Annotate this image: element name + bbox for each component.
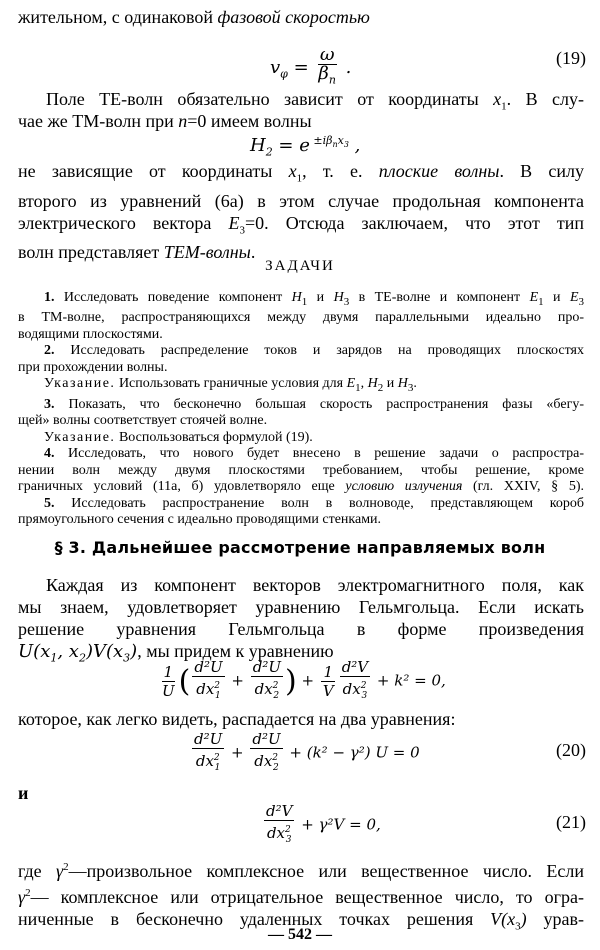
para1-l2-end: =0 имеем волны [187, 111, 312, 131]
task-4-num: 4. [44, 446, 55, 462]
plus-1: + [226, 671, 249, 690]
task-5-line1 [18, 496, 584, 513]
task-1-num: 1. [44, 290, 55, 305]
hint-1-h-sub: 2 [377, 382, 384, 395]
frac-1v-num: 1 [323, 663, 334, 681]
eq20-f1-num: d²U [194, 730, 223, 748]
top-line-italic: фазовой скоростью [217, 7, 370, 27]
eq20-f2-sub: 2 [273, 763, 279, 773]
task-2-line2: при прохождении волны. [18, 359, 168, 375]
task-3-line2: щей» волны соответствует стоячей волне. [18, 413, 268, 429]
eq-h2-exp [309, 134, 349, 150]
para1-l2-var: n [178, 111, 188, 131]
para5-line2 [18, 882, 584, 908]
eq19-eq: = [287, 56, 315, 78]
para2-l3-sub: 3 [239, 224, 245, 237]
eq19-body [270, 46, 351, 90]
eq-h2-exp-sub: n [332, 140, 338, 150]
eq20-f1-den [194, 749, 223, 777]
hint-1 [18, 376, 584, 396]
task-1-line1 [18, 290, 584, 310]
para5-v: V [490, 909, 502, 929]
task-5-a: Исследовать распространение волн в волноводе, представляющем короб [54, 495, 584, 511]
hint-2-label: Указание. [44, 429, 116, 445]
para5-gamma: γ [56, 861, 64, 881]
hint-1-sep: , [360, 376, 368, 392]
frac-c-dx: dx [342, 680, 361, 698]
para5-l3b: урав- [526, 909, 585, 929]
frac-1v-den: V [322, 682, 334, 700]
frac-a-num: d²U [194, 658, 223, 676]
task-1-h3: H [333, 290, 344, 305]
frac-b-sq: 2 [272, 681, 279, 691]
eq21-sq: 2 [285, 825, 291, 835]
task-1-h3-sub: 3 [343, 295, 350, 308]
para2-l4b: . [250, 242, 256, 263]
eq-main-frac-1V [321, 663, 336, 700]
paren-open: ( [178, 664, 191, 699]
para3-line2: мы знаем, удовлетворяет уравнению Гельмгольца. Если искать [18, 597, 584, 617]
eq20-f1-dx: dx [195, 752, 214, 770]
product-b: , x [57, 641, 79, 662]
para5-l1b: —произвольное комплексное или вещественное число. Если [68, 861, 585, 881]
page-number: — 542 — [268, 926, 332, 943]
task-2-a: Исследовать распределение токов и зарядов на проводящих плоскостях [54, 343, 584, 359]
eq20-f2-sq: 2 [272, 753, 279, 763]
eq19-den-sub: n [328, 73, 336, 87]
task-1-e1: E [529, 290, 539, 305]
section-heading: § 3. Дальнейшее рассмотрение направляемых волн [54, 538, 546, 557]
frac-b-num: d²U [252, 658, 282, 676]
para5-close: ) [520, 909, 527, 929]
para2-l4-italic: TEM-волны [163, 242, 251, 263]
eq21-den [265, 821, 294, 849]
para3-l4e: , мы придем к уравнению [137, 641, 334, 661]
frac-a-sq: 2 [214, 681, 221, 691]
para1-var: x [493, 89, 502, 109]
eq20-body [190, 730, 420, 777]
para1-l1-end: . В слу- [506, 89, 584, 109]
para2-l4a: волн представляет [18, 242, 164, 263]
task-4-line2: нении волн между двумя плоскостями требованием, чтобы решение, кроме [18, 462, 584, 478]
hint-1-e-sub: 1 [355, 382, 361, 395]
eq20-number: (20) [556, 740, 586, 760]
hint-2-a: Воспользоваться формулой (19). [115, 429, 313, 445]
para5-x: (x [501, 909, 516, 929]
task-1-e3: E [569, 290, 579, 305]
frac-c-num: d²V [341, 658, 369, 676]
para2-l1b: , т. е. [302, 161, 379, 181]
hint-1-h3: H [397, 376, 408, 392]
eq19-num: ω [319, 44, 335, 65]
eq21-sub: 3 [285, 835, 292, 845]
para1-l1: Поле TE-волн обязательно зависит от координаты [46, 89, 494, 109]
eq20-f2-den [252, 749, 281, 777]
para-splits: которое, как легко видеть, распадается на два уравнения: [18, 709, 456, 729]
para2-line2: второго из уравнений (6а) в этом случае продольная компонента [18, 190, 584, 211]
task-3-line1 [18, 397, 584, 414]
para5-gamma2-sup: 2 [25, 887, 31, 899]
para5-gamma2: γ [18, 887, 26, 907]
task-4-d: (гл. XXIV, § 5). [462, 479, 585, 495]
eq-h2-body [250, 134, 360, 159]
eq19-den [316, 65, 338, 90]
top-line [18, 6, 584, 28]
task-1-c: в TE-волне и компонент [349, 290, 530, 305]
task-4-italic: условию излучения [345, 479, 463, 495]
eq20-frac-1 [192, 730, 224, 777]
frac-a-dx: dx [196, 680, 215, 698]
task-1-line2: в TM-волне, распространяющихся между двумя параллельными идеально про- [18, 310, 584, 326]
product-d: ) [130, 641, 138, 662]
task-4-line3 [18, 479, 584, 496]
equation-20 [0, 728, 600, 778]
hint-1-e: E [346, 376, 356, 392]
para5-l2b: — комплексное или отрицательное вещественное число, то огра- [30, 887, 584, 907]
eq20-plus: + [226, 743, 249, 762]
task-4-line1 [18, 446, 584, 463]
hint-1-a: Использовать граничные условия для [115, 376, 347, 392]
frac-c-sub: 3 [361, 691, 368, 701]
tasks-heading: ЗАДАЧИ [265, 258, 335, 274]
frac-c-sq: 2 [360, 681, 367, 691]
para1-l2: чае же TM-волн при [18, 111, 179, 131]
para2-l1c: . В силу [499, 161, 584, 181]
eq-main-body [158, 658, 446, 705]
task-3-a: Показать, что бесконечно большая скорость распространения фазы «бегу- [54, 396, 584, 412]
para5-l3a: ниченные в бесконечно удаленных точках решения [18, 909, 491, 929]
task-1-a: Исследовать поведение компонент [54, 290, 292, 305]
equation-separated [0, 656, 600, 706]
eq-main-frac-d2U-dx1 [192, 658, 224, 705]
eq19-lhs: v [270, 56, 281, 78]
para5-x-sub: 3 [515, 920, 521, 933]
task-2-num: 2. [44, 343, 55, 359]
task-2-line1 [18, 343, 584, 360]
eq19-den-base: β [318, 63, 329, 84]
task-1-d: и [543, 290, 570, 305]
task-1-e3-sub: 3 [578, 295, 584, 308]
para2-sub: 1 [296, 172, 303, 185]
eq-h2-mid: = [272, 135, 300, 156]
task-5-num: 5. [44, 495, 55, 511]
equation-21 [0, 800, 600, 850]
eq-main-frac-d2U-dx2 [251, 658, 283, 705]
hint-1-and: и [383, 376, 398, 392]
eq21-number: (21) [556, 812, 586, 832]
eq21-dx: dx [266, 824, 286, 842]
eq-h2-exp-text: ±iβ [309, 134, 333, 147]
eq-h2-base: e [299, 135, 310, 156]
para2-italic: плоские волны [378, 161, 500, 181]
product-c: )V(x [85, 641, 124, 662]
plus-3: + [372, 671, 395, 690]
plus-2: + [296, 671, 319, 690]
eq21-body [262, 802, 381, 849]
k-squared: k² [394, 671, 410, 690]
eq19-number: (19) [556, 48, 586, 68]
and-word: и [18, 783, 29, 803]
eq21-num: d²V [266, 802, 293, 820]
para5-gamma-sup: 2 [63, 861, 69, 873]
para2-l3-var: E [228, 212, 240, 233]
hint-2 [18, 430, 584, 447]
tasks-list [18, 290, 584, 529]
hint-1-end: . [413, 376, 417, 392]
eq-h2-lhs: H [250, 135, 266, 156]
frac-a-den [194, 677, 223, 705]
equation-h2 [0, 132, 600, 158]
hint-1-h: H [367, 376, 378, 392]
product-s2: 2 [78, 651, 86, 665]
para-plane-waves [18, 160, 584, 263]
para2-l3a: электрического вектора [18, 212, 229, 233]
para5-line1 [18, 856, 584, 882]
eq19-fraction [316, 46, 338, 90]
hint-1-label: Указание. [44, 376, 116, 392]
product-a: U(x [18, 641, 51, 662]
eq-h2-trail: , [348, 135, 361, 156]
eq19-trail: . [339, 56, 352, 78]
eq20-f2-num: d²U [252, 730, 281, 748]
eq20-f1-sub: 1 [214, 763, 221, 773]
task-1-line3: водящими плоскостями. [18, 326, 163, 342]
task-1-h1: H [291, 290, 302, 305]
frac-1u-num: 1 [163, 663, 174, 681]
task-1-h1-sub: 1 [301, 295, 308, 308]
task-5-line2: прямоугольного сечения с идеально проводящими стенками. [18, 512, 382, 528]
para2-l3b: =0. Отсюда заключаем, что этот тип [244, 212, 584, 233]
product-s1: 1 [50, 651, 58, 665]
eq20-frac-2 [250, 730, 282, 777]
eq20-f1-sq: 2 [213, 753, 220, 763]
task-1-b: и [307, 290, 334, 305]
eq-zero: = 0, [409, 671, 446, 690]
frac-b-dx: dx [254, 680, 273, 698]
para2-line3 [18, 212, 584, 242]
frac-c-den [341, 677, 370, 705]
para2-line1 [18, 160, 584, 190]
eq20-f2-dx: dx [254, 752, 273, 770]
hint-1-h3-sub: 3 [407, 382, 414, 395]
para3-line1: Каждая из компонент векторов электромагнитного поля, как [46, 575, 584, 595]
frac-b-den [253, 677, 282, 705]
task-3-num: 3. [44, 396, 55, 412]
para3-line3: решение уравнения Гельмгольца в форме произведения [18, 619, 584, 639]
para2-var: x [288, 161, 297, 181]
para5-l1a: где [18, 861, 57, 881]
eq-h2-exp-var: x [337, 134, 344, 147]
eq21-rest: + γ²V = 0, [296, 815, 381, 834]
para-te-waves-line2 [18, 110, 584, 132]
equation-19 [0, 40, 600, 87]
eq19-lhs-sub: φ [280, 67, 288, 81]
frac-b-sub: 2 [273, 691, 280, 701]
task-4-c: граничных условий (11а, б) удовлетворяло еще [18, 479, 346, 495]
task-1-e1-sub: 1 [538, 295, 544, 308]
paren-close: ) [285, 664, 297, 699]
eq-h2-exp-sub2: 3 [343, 140, 349, 150]
product-s3: 3 [123, 651, 131, 665]
task-4-a: Исследовать, что нового будет внесено в решение задачи о распростра- [54, 446, 584, 462]
para2-l1a: не зависящие от координаты [18, 161, 289, 181]
top-line-text: жительном, с одинаковой [18, 7, 218, 27]
eq-main-frac-1U [160, 663, 177, 700]
eq21-frac [264, 802, 294, 849]
eq-h2-lhs-sub: 2 [265, 145, 273, 159]
eq20-rest: + (k² − γ²) U = 0 [284, 743, 420, 762]
frac-1u-den: U [162, 682, 175, 700]
frac-a-sub: 1 [215, 691, 221, 701]
para1-sub: 1 [501, 100, 507, 113]
eq-main-frac-d2V-dx3 [340, 658, 370, 705]
